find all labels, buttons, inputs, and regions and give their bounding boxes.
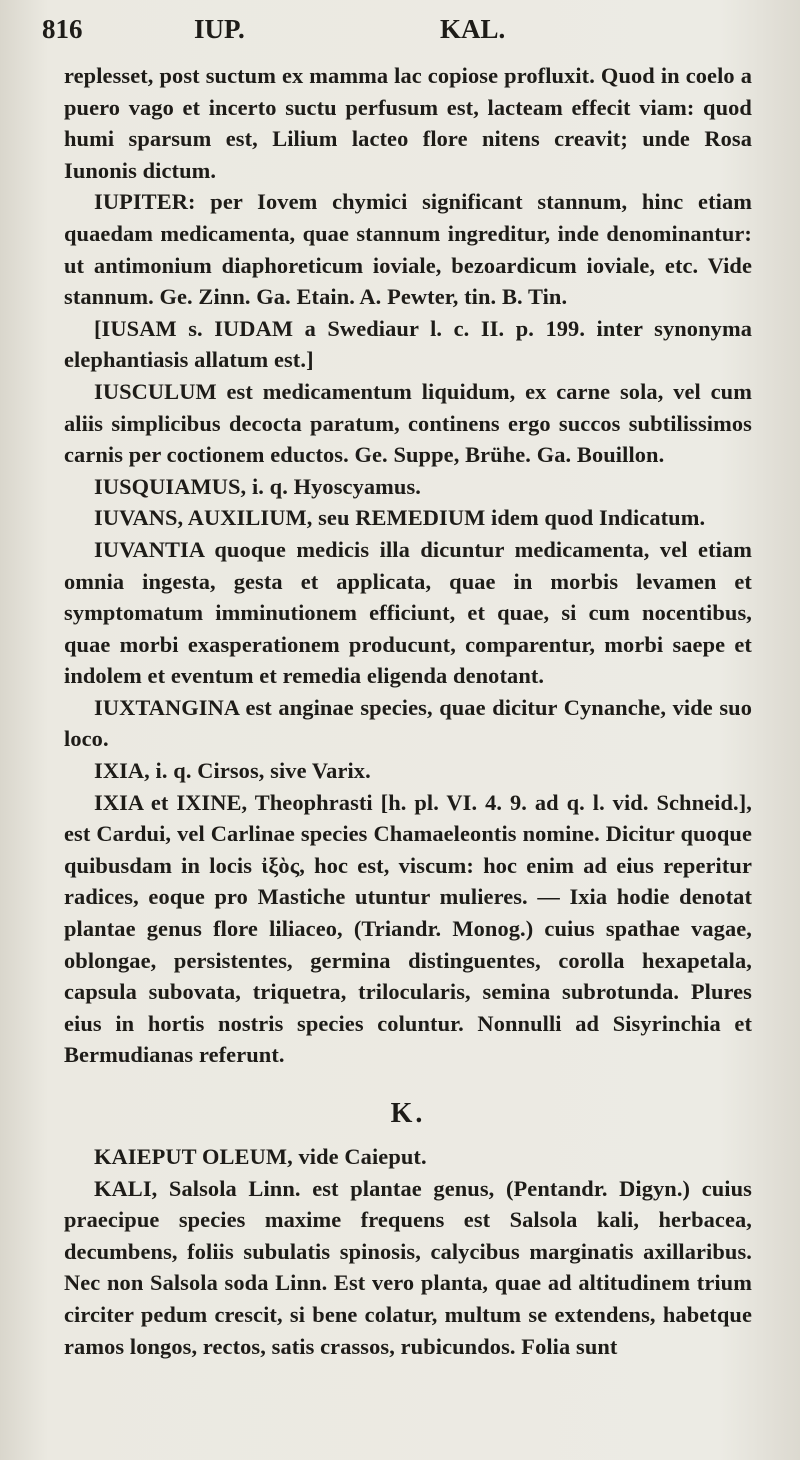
running-header — [42, 14, 760, 48]
entry-kali: KALI, Salsola Linn. est plantae genus, (Pentandr. Digyn.) cuius praecipue species maxime frequens est Salsola kali, herbacea, decumbens, foliis subulatis spinosis, calycibus marginatis axillaribus. Nec non Salsola soda Linn. Est vero planta, quae ad altitudinem trium circiter pedum crescit, si bene colatur, multum se extendens, habetque ramos longos, rectos, satis crassos, rubicundos. Folia sunt — [64, 1175, 752, 1359]
section-letter: K. — [390, 1098, 426, 1129]
entry-iusculum: IUSCULUM est medicamentum liquidum, ex carne sola, vel cum aliis simplicibus decocta paratum, continens ergo succos subtilissimos carnis per coctionem eductos. Ge. Suppe, Brühe. Ga. Bouillon. — [64, 378, 752, 468]
entry-kaieput: KAIEPUT OLEUM, vide Caieput. — [94, 1144, 427, 1169]
entry-iupiter: IUPITER: per Iovem chymici significant stannum, hinc etiam quaedam medicamenta, quae stannum ingreditur, inde denominantur: ut antimonium diaphoreticum ioviale, bezoardicum ioviale, etc. Vide stannum. Ge. Zinn. Ga. Etain. A. Pewter, tin. B. Tin. — [64, 189, 752, 310]
entry-ixia-ixine: IXIA et IXINE, Theophrasti [h. pl. VI. 4. 9. ad q. l. vid. Schneid.], est Cardui, vel Carlinae species Chamaeleontis nomine. Dicitur quoque quibusdam in locis ἰξὸς, hoc est, viscum: hoc enim ad eius reperitur radices, eoque pro Mastiche utuntur mulieres. — Ixia hodie denotat plantae genus flore liliaceo, (Triandr. Monog.) cuius spathae vagae, oblongae, persistentes, germina distinguentes, corolla hexapetala, capsula subovata, triquetra, trilocularis, semina subrotunda. Plures eius in hortis nostris species coluntur. Nonnulli ad Sisyrinchia et Bermudianas referunt. — [64, 789, 752, 1068]
entry-iusquiamus: IUSQUIAMUS, i. q. Hyoscyamus. — [94, 473, 421, 499]
entry-iuvans: IUVANS, AUXILIUM, seu REMEDIUM idem quod Indicatum. — [94, 505, 706, 531]
entry-iuxtangina: IUXTANGINA est anginae species, quae dicitur Cynanche, vide suo loco. — [64, 694, 752, 752]
entry-ixia: IXIA, i. q. Cirsos, sive Varix. — [94, 758, 371, 784]
entry-iusam: [IUSAM s. IUDAM a Swediaur l. c. II. p. 199. inter synonyma elephantiasis allatum est.] — [64, 315, 752, 373]
page-number: 816 — [42, 14, 83, 44]
header-right-term: KAL. — [440, 14, 506, 44]
body-text — [64, 60, 752, 1362]
entry-iuvantia: IUVANTIA quoque medicis illa dicuntur medicamenta, vel etiam omnia ingesta, gesta et applicata, quae in morbis levamen et symptomatum imminutionem efficiunt, et quae, si cum nocentibus, quae morbi exasperationem producunt, comparentur, morbi saepe et indolem et eventum et remedia eligenda denotant. — [64, 536, 752, 689]
header-left-term: IUP. — [194, 14, 245, 44]
paragraph: replesset, post suctum ex mamma lac copiose profluxit. Quod in coelo a puero vago et incerto suctu perfusum est, lacteam effecit viam: quod humi sparsum est, Lilium lacteo flore nitens creavit; unde Rosa Iunonis dictum. — [64, 63, 752, 183]
